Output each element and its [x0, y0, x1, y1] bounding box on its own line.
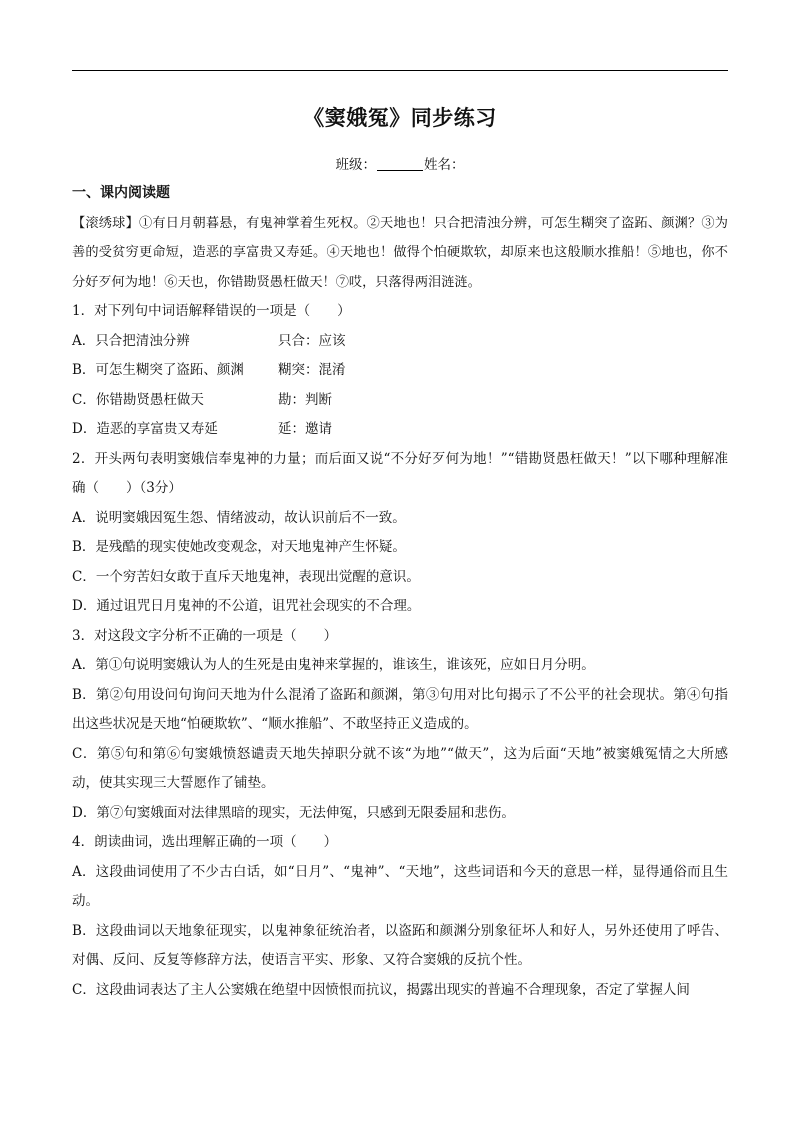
question-4-option-c: C．这段曲词表达了主人公窦娥在绝望中因愤恨而抗议，揭露出现实的普遍不合理现象，否定了掌握人间: [72, 981, 690, 998]
question-1-option-d: [72, 415, 728, 445]
question-1-option-a: [72, 327, 728, 357]
section-heading: 一、课内阅读题: [72, 185, 170, 201]
question-4-stem: 4．朗读曲词，选出理解正确的一项（ ）: [72, 834, 338, 850]
question-2-stem: 2．开头两句表明窦娥信奉鬼神的力量；而后面又说“不分好歹何为地！”“错勘贤愚枉做天！”以下哪种理解准确（ ）（3分）: [72, 450, 728, 496]
header-rule: [72, 70, 728, 71]
question-2-option-d: D．通过诅咒日月鬼神的不公道，诅咒社会现实的不合理。: [72, 598, 421, 614]
name-label: 姓名：: [424, 157, 465, 173]
question-3-option-d: D．第⑦句窦娥面对法律黑暗的现实，无法伸冤，只感到无限委屈和悲伤。: [72, 804, 515, 821]
reading-passage: 【滚绣球】①有日月朝暮悬，有鬼神掌着生死权。②天地也！只合把清浊分辨，可怎生糊突了盗跖、颜渊？③为善的受贫穷更命短，造恶的享富贵又寿延。④天地也！做得个怕硬欺软，却原来也这般顺水推船！⑤地也，你不分好歹何为地！⑥天也，你错勘贤愚枉做天！⑦哎，只落得两泪涟涟。: [72, 215, 728, 290]
option-phrase: C．你错勘贤愚枉做天: [72, 391, 204, 408]
question-4-option-b: B．这段曲词以天地象征现实，以鬼神象征统治者，以盗跖和颜渊分别象征坏人和好人，另外还使用了呼告、对偶、反问、反复等修辞方法，使语言平实、形象、又符合窦娥的反抗个性。: [72, 922, 728, 968]
question-3-option-a: A．第①句说明窦娥认为人的生死是由鬼神来掌握的，谁该生，谁该死，应如日月分明。: [72, 657, 595, 673]
option-gloss: 只合：应该: [278, 332, 346, 349]
question-3-option-b: B．第②句用设问句询问天地为什么混淆了盗跖和颜渊，第③句用对比句揭示了不公平的社会现状。第④句指出这些状况是天地“怕硬欺软”、“顺水推船”、不敢坚持正义造成的。: [72, 686, 728, 732]
question-2-option-a: A．说明窦娥因冤生怨、情绪波动，故认识前后不一致。: [72, 509, 406, 526]
option-gloss: 糊突：混淆: [278, 362, 346, 378]
question-1-stem: 1．对下列句中词语解释错误的一项是（ ）: [72, 303, 351, 319]
option-gloss: 延：邀请: [278, 421, 332, 437]
class-label: 班级：: [335, 157, 376, 173]
page-title: 《窦娥冤》同步练习: [303, 106, 497, 130]
option-phrase: D．造恶的享富贵又寿延: [72, 421, 218, 437]
question-1-option-c: [72, 386, 728, 416]
option-phrase: B．可怎生糊突了盗跖、颜渊: [72, 362, 244, 378]
question-2-option-c: C．一个穷苦妇女敢于直斥天地鬼神，表现出觉醒的意识。: [72, 568, 420, 585]
question-1-option-b: [72, 356, 728, 386]
class-blank: [377, 157, 423, 171]
question-3-stem: 3．对这段文字分析不正确的一项是（ ）: [72, 627, 338, 644]
question-2-option-b: B．是残酷的现实使她改变观念，对天地鬼神产生怀疑。: [72, 539, 406, 555]
question-4-option-a: A．这段曲词使用了不少古白话，如“日月”、“鬼神”、“天地”，这些词语和今天的意思一样，显得通俗而且生动。: [72, 863, 728, 909]
option-gloss: 勘：判断: [278, 391, 332, 408]
option-phrase: A．只合把清浊分辨: [72, 332, 190, 349]
document-body: [72, 179, 728, 1005]
question-3-option-c: C．第⑤句和第⑥句窦娥愤怒谴责天地失掉职分就不该“为地”“做天”，这为后面“天地”被窦娥冤情之大所感动，使其实现三大誓愿作了铺垫。: [72, 745, 728, 791]
student-info-line: [0, 153, 800, 173]
